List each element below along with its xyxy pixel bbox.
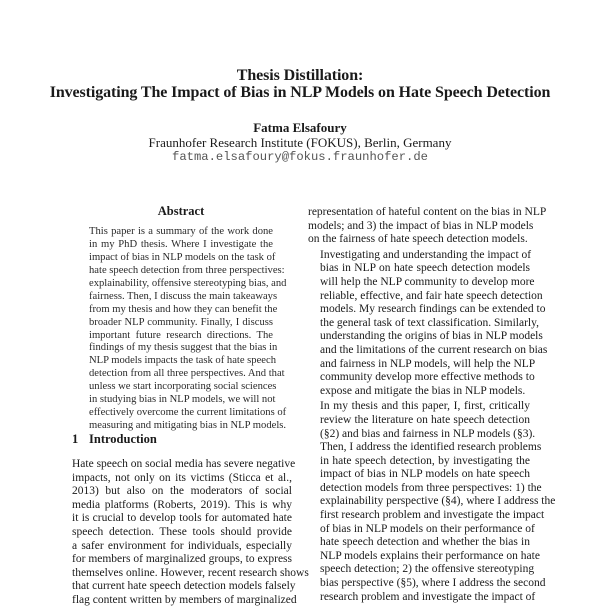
body-line: understanding the origins of bias in NLP models — [320, 330, 543, 343]
abstract-line: in studying bias in NLP models, we will not — [89, 394, 276, 406]
body-line: and the limitations of the current research on bias — [320, 343, 548, 356]
body-line: it is crucial to develop tools for automated hate — [72, 512, 292, 525]
author-name: Fatma Elsafoury — [253, 120, 347, 135]
body-line: impacts, not only on its victims (Sticca et al., — [72, 471, 292, 484]
body-line: Then, I address the identified research problems — [320, 441, 542, 454]
abstract-line: in my PhD thesis. Where I investigate the — [89, 238, 273, 250]
body-line: on the fairness of hate speech detection models. — [308, 233, 528, 246]
body-line: speech detection. These tools should provide — [72, 525, 292, 538]
abstract-line: fairness. Then, I discuss the main takeaways — [89, 290, 278, 302]
body-line: 2013) but also on the moderators of social — [72, 485, 292, 498]
body-line: a safer environment for individuals, especially — [72, 539, 292, 552]
abstract-heading: Abstract — [157, 204, 205, 218]
body-line: (§2) and bias and fairness in NLP models (§3). — [320, 427, 536, 440]
body-line: and fairness in NLP models, will help the NLP — [320, 357, 536, 370]
abstract-line: unless we start incorporating social sciences — [89, 381, 277, 393]
body-line: that current hate speech detection models falsely — [72, 580, 296, 593]
body-line: detection models from three perspectives: 1) the — [320, 481, 542, 494]
abstract-line: effectively overcome the current limitations of — [89, 407, 287, 419]
title-line-1: Thesis Distillation: — [236, 67, 364, 84]
body-line: in hate speech detection, by investigating the — [320, 454, 530, 467]
body-line: explainability perspective (§4), where I address the — [320, 495, 556, 508]
body-line: for members of marginalized groups, to express — [72, 553, 292, 566]
abstract-line: explainability, offensive stereotyping bias, and — [89, 277, 287, 289]
body-line: review the literature on hate speech detection — [320, 413, 530, 426]
body-line: media platforms (Roberts, 2019). This is why — [72, 498, 292, 511]
author-affiliation: Fraunhofer Research Institute (FOKUS), Berlin, Germany — [148, 135, 452, 150]
body-line: models. My research findings can be extended to — [320, 303, 546, 316]
body-line: speech detection; 2) the offensive stereotyping — [320, 563, 535, 576]
abstract-line: hate speech detection from three perspectives: — [89, 264, 285, 276]
abstract-line: This paper is a summary of the work done — [89, 226, 273, 237]
body-line: bias in NLP on hate speech detection models — [320, 262, 530, 275]
author-email: fatma.elsafoury@fokus.fraunhofer.de — [172, 150, 428, 164]
abstract-line: broader NLP community. Finally, I discuss — [89, 316, 273, 328]
body-line: NLP models explains their performance on hate — [320, 549, 540, 562]
body-line: flag content written by members of marginalized — [72, 593, 297, 606]
body-line: bias perspective (§5), where I address the second — [320, 577, 546, 590]
body-line: themselves online. However, recent research shows — [72, 566, 309, 579]
section-heading-introduction — [72, 432, 157, 447]
title-line-2: Investigating The Impact of Bias in NLP Models on Hate Speech Detection — [49, 84, 551, 101]
body-line: In my thesis and this paper, I, first, critically — [320, 400, 530, 413]
abstract-line: measuring and mitigating bias in NLP models. — [89, 420, 287, 432]
abstract-line: findings of my thesis suggest that the bias in — [89, 342, 278, 354]
body-line: impact of bias in NLP models on hate speech — [320, 468, 530, 481]
abstract-line: important future research directions. The — [89, 329, 273, 341]
section-number: 1 — [72, 432, 79, 446]
paper-title — [0, 67, 600, 101]
author-block — [0, 120, 600, 165]
body-line: hate speech detection and whether the bias in — [320, 536, 530, 549]
body-line: Hate speech on social media has severe negative — [72, 458, 296, 470]
paragraph — [308, 400, 556, 604]
body-line: the general task of text classification. Similarly, — [320, 316, 539, 329]
body-line: of bias in NLP models on their performance of — [320, 522, 535, 535]
abstract-line: impact of bias in NLP models on the task of — [89, 251, 276, 263]
introduction-body-left — [72, 458, 309, 608]
body-line: research problem and investigate the impact of — [320, 590, 536, 603]
body-line: representation of hateful content on the bias in NLP — [308, 206, 547, 218]
body-line: models; and 3) the impact of bias in NLP models — [308, 219, 534, 232]
abstract-line: NLP models impacts the task of hate speech — [89, 355, 277, 367]
abstract-line: from my thesis and how they can benefit the — [89, 303, 278, 315]
body-line: community develop more effective methods to — [320, 371, 535, 384]
abstract-body — [89, 226, 287, 433]
body-line: Investigating and understanding the impact of — [320, 248, 532, 261]
body-line: first research problem and investigate the impact — [320, 509, 545, 522]
section-title: Introduction — [89, 432, 157, 446]
paragraph — [308, 206, 547, 247]
abstract-line: detection from all three perspectives. And that — [89, 368, 285, 380]
body-line: will help the NLP community to develop more — [320, 275, 535, 288]
body-line: reliable, effective, and fair hate speech detection — [320, 289, 543, 302]
paragraph — [308, 248, 548, 399]
body-line: expose and mitigate the bias in NLP models. — [320, 384, 526, 397]
introduction-body-right — [308, 206, 556, 604]
